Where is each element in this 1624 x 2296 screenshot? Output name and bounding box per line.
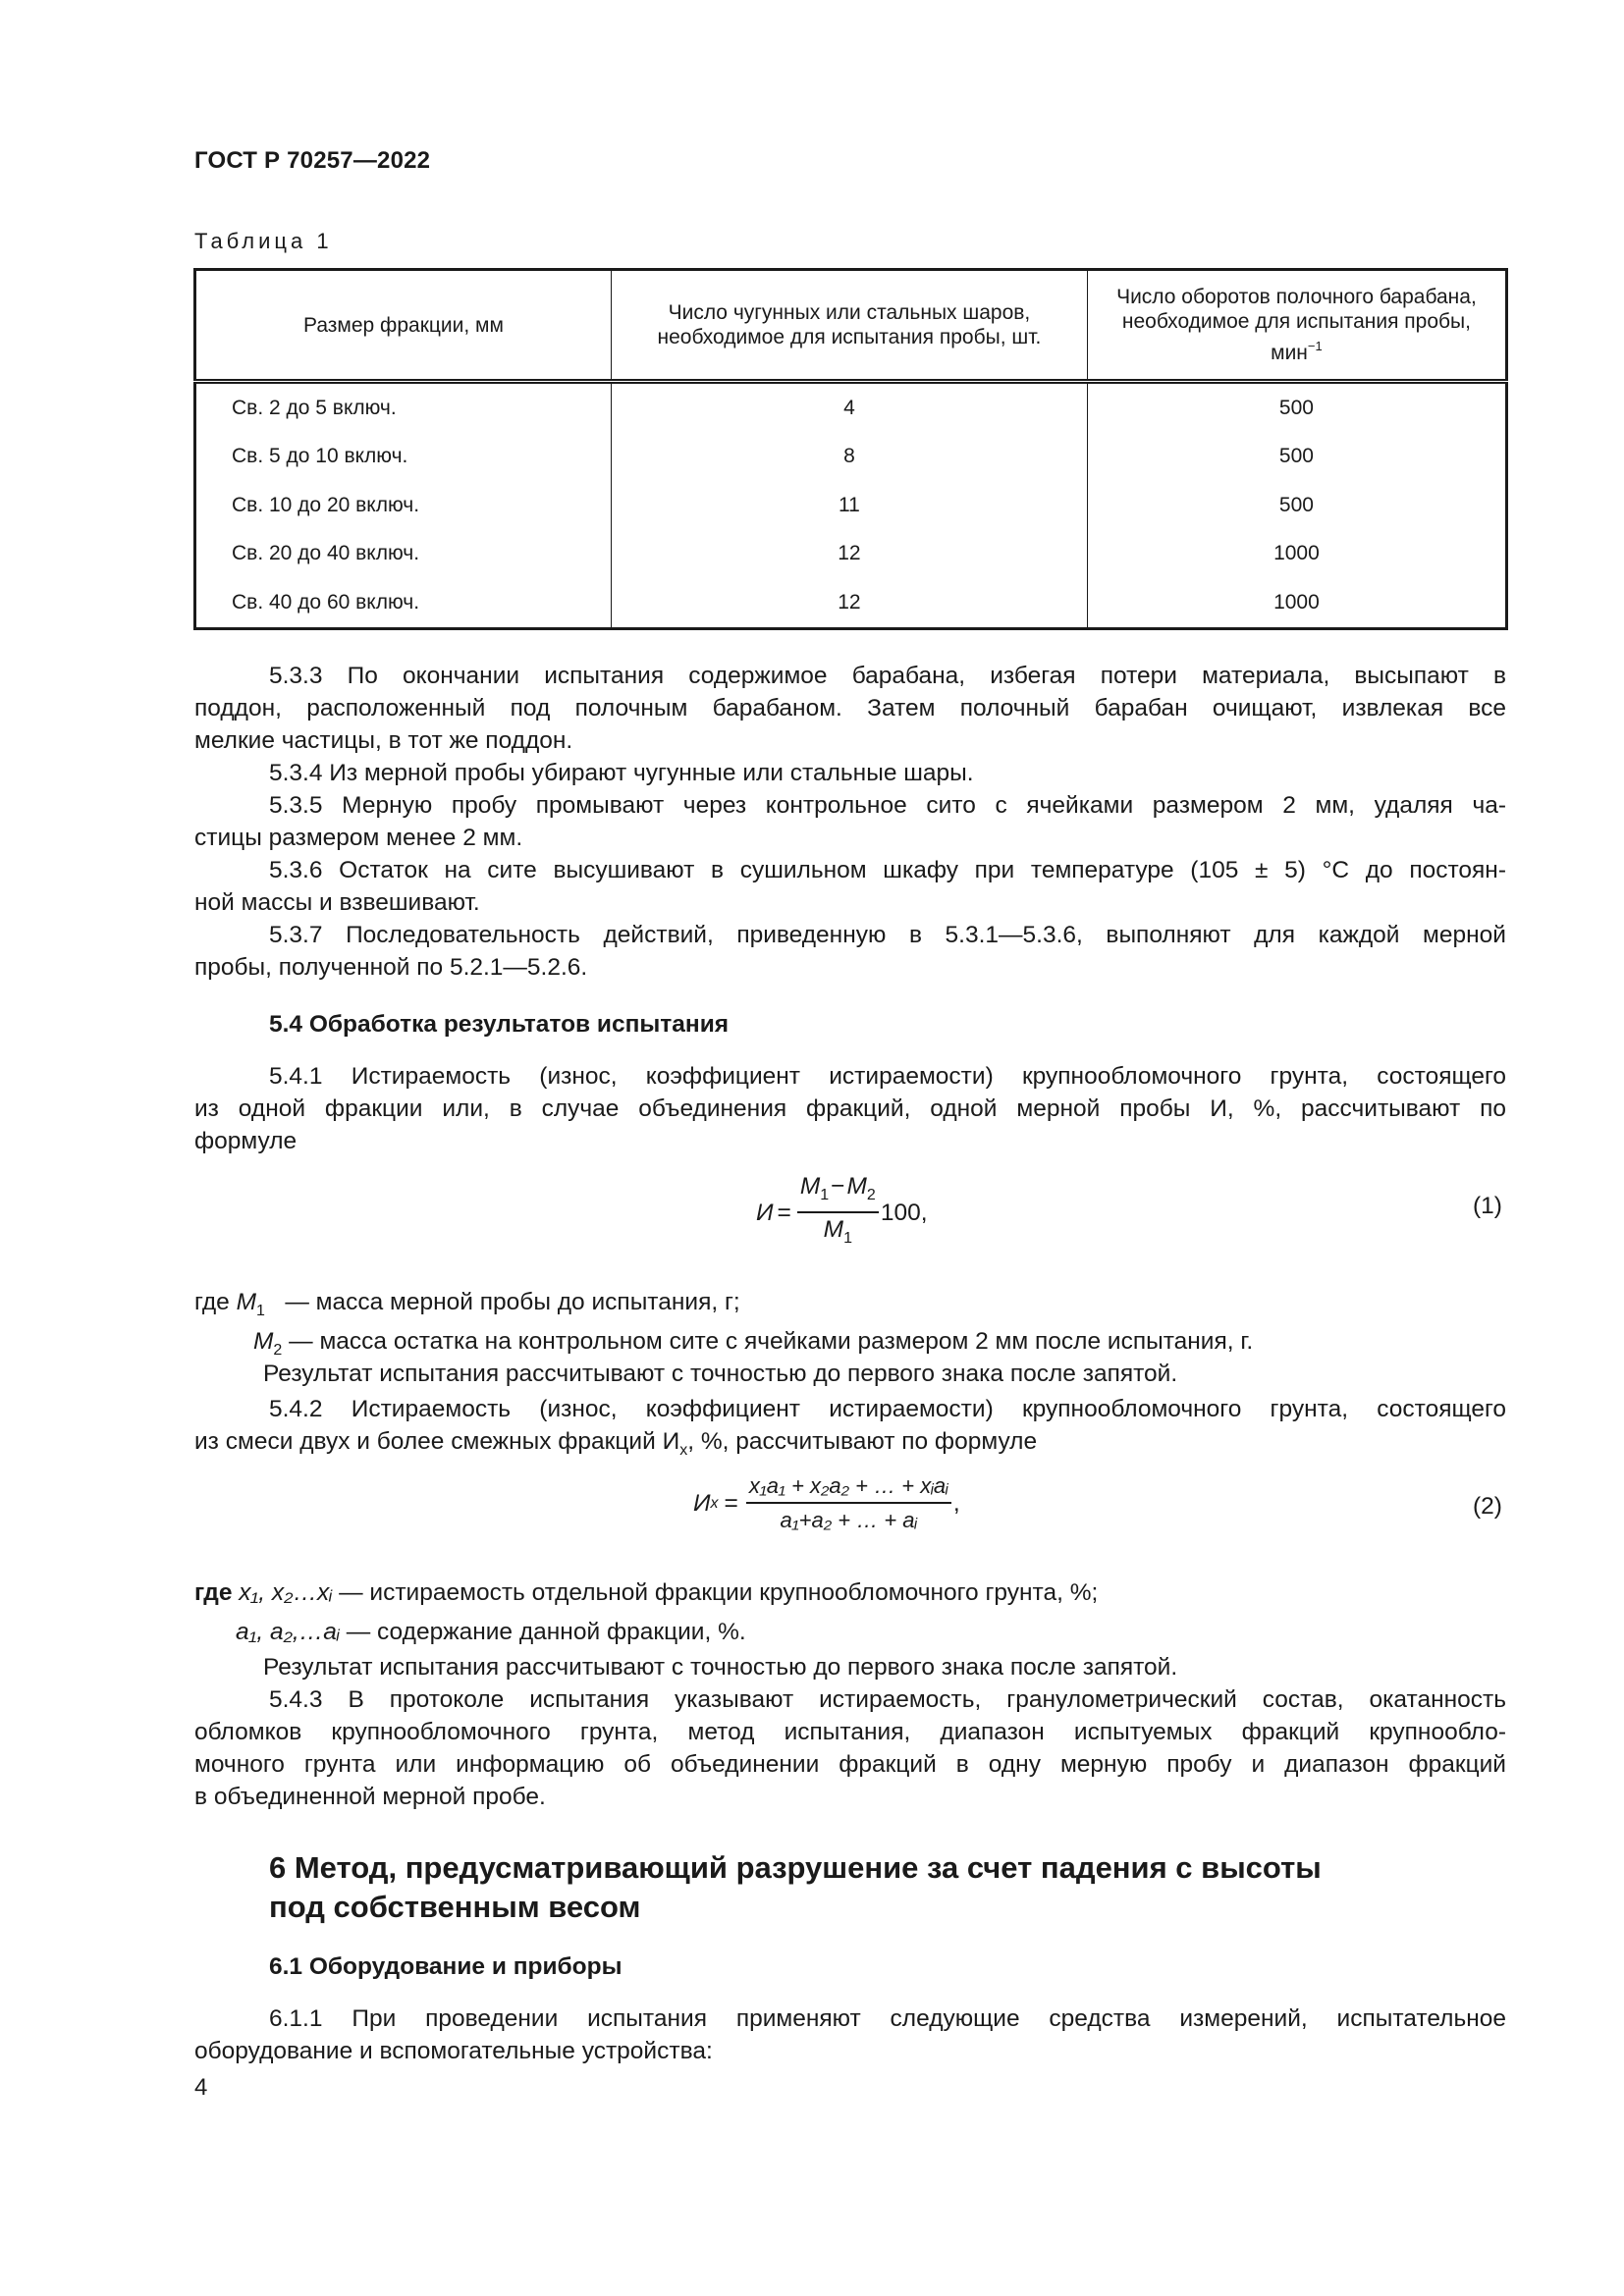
cell-fraction: Св. 2 до 5 включ. <box>195 382 612 433</box>
equation-number-1: (1) <box>1473 1193 1502 1219</box>
paragraph-5-4-1-line: формуле <box>194 1128 298 1154</box>
section-heading-6: 6 Метод, предусматривающий разрушение за счет падения с высоты под собственным весом <box>269 1850 1322 1924</box>
formula-2: И x = $\frac{\text{x₁a₁ + x₂a₂ + … + xᵢaᵢ}}{\text{a₁+a₂ + … + aᵢ}}$ , <box>693 1472 960 1535</box>
paragraph-5-4-3-line: 5.4.3 В протоколе испытания указывают истираемость, гранулометрический состав, окатанность <box>269 1686 1506 1713</box>
cell-balls: 12 <box>611 530 1087 579</box>
paragraph-5-3-5-line: стицы размером менее 2 мм. <box>194 825 523 851</box>
document-code: ГОСТ Р 70257—2022 <box>194 147 431 174</box>
paragraph-5-3-6-line: ной массы и взвешивают. <box>194 889 480 916</box>
column-header-ball-count: Число чугунных или стальных шаров, необходимое для испытания пробы, шт. <box>611 270 1087 382</box>
cell-rotations: 1000 <box>1273 542 1320 565</box>
formula-2-legend-x: где x₁, x₂…xᵢ — истираемость отдельной фракции крупнообломочного грунта, %; <box>194 1579 1099 1606</box>
formula-2-fraction: $\frac{\text{x₁a₁ + x₂a₂ + … + xᵢaᵢ}}{\text{a₁+a₂ + … + aᵢ}}$ <box>746 1472 951 1535</box>
paragraph-5-4-1-line: из одной фракции или, в случае объединения фракций, одной мерной пробы И, %, рассчитывают по <box>194 1095 1506 1122</box>
cell-rotations: 500 <box>1278 445 1314 468</box>
paragraph-5-3-3-line: мелкие частицы, в тот же поддон. <box>194 727 573 754</box>
cell-rotations: 1000 <box>1273 590 1320 614</box>
cell-balls: 11 <box>611 481 1087 530</box>
paragraph-5-4-3-line: в объединенной мерной пробе. <box>194 1784 546 1810</box>
column-header-rotations: Число оборотов полочного барабана, необходимое для испытания пробы, мин$^{-1}$ <box>1087 270 1506 382</box>
formula-1-fraction: $\frac{M_1-M_2}{M_1}$ <box>797 1173 879 1254</box>
paragraph-5-3-4: 5.3.4 Из мерной пробы убирают чугунные или стальные шары. <box>269 760 974 786</box>
section-heading-6-1: 6.1 Оборудование и приборы <box>269 1953 623 1980</box>
paragraph-5-4-3-line: мочного грунта или информацию об объединении фракций в одну мерную пробу и диапазон фракций <box>194 1751 1506 1778</box>
paragraph-5-4-2-line: 5.4.2 Истираемость (износ, коэффициент истираемости) крупнообломочного грунта, состоящего <box>269 1396 1506 1422</box>
paragraph-5-3-7-line: пробы, полученной по 5.2.1—5.2.6. <box>194 954 588 981</box>
cell-fraction: Св. 40 до 60 включ. <box>195 578 612 628</box>
cell-rotations: 500 <box>1278 396 1314 419</box>
paragraph-5-3-7-line: 5.3.7 Последовательность действий, приведенную в 5.3.1—5.3.6, выполняют для каждой мерной <box>269 922 1506 948</box>
table-title: Таблица 1 <box>194 229 333 253</box>
cell-fraction: Св. 20 до 40 включ. <box>195 530 612 579</box>
cell-fraction: Св. 10 до 20 включ. <box>195 481 612 530</box>
cell-balls: 12 <box>611 578 1087 628</box>
paragraph-5-3-6-line: 5.3.6 Остаток на сите высушивают в сушильном шкафу при температуре (105 ± 5) °С до постоян- <box>269 857 1506 883</box>
table-1 <box>193 268 1508 630</box>
formula-1-legend-m1: где $M_1$ — масса мерной пробы до испытания, г; <box>194 1289 740 1319</box>
paragraph-5-4-3-line: обломков крупнообломочного грунта, метод испытания, диапазон испытуемых фракций крупнообло- <box>194 1719 1506 1745</box>
formula-2-legend-a: a₁, a₂,…aᵢ — содержание данной фракции, %. <box>236 1619 746 1645</box>
cell-fraction: Св. 5 до 10 включ. <box>195 433 612 482</box>
precision-note-2: Результат испытания рассчитывают с точностью до первого знака после запятой. <box>263 1654 1178 1681</box>
paragraph-5-3-3-line: 5.3.3 По окончании испытания содержимое барабана, избегая потери материала, высыпают в <box>269 663 1506 689</box>
table-row <box>195 481 1507 530</box>
section-heading-5-4: 5.4 Обработка результатов испытания <box>269 1011 730 1038</box>
paragraph-5-3-3-line: поддон, расположенный под полочным барабаном. Затем полочный барабан очищают, извлекая все <box>194 695 1506 721</box>
cell-rotations: 500 <box>1278 493 1314 516</box>
cell-balls: 4 <box>611 382 1087 433</box>
column-header-fraction-size: Размер фракции, мм <box>195 270 612 382</box>
formula-1-legend-m2: $M_2$ — масса остатка на контрольном сите с ячейками размером 2 мм после испытания, г. <box>253 1328 1254 1359</box>
paragraph-5-3-5-line: 5.3.5 Мерную пробу промывают через контрольное сито с ячейками размером 2 мм, удаляя ча- <box>269 792 1506 819</box>
table-row <box>195 530 1507 579</box>
table-header-row <box>195 270 1507 382</box>
precision-note-1: Результат испытания рассчитывают с точностью до первого знака после запятой. <box>263 1361 1178 1387</box>
formula-1: И = $\frac{M_1-M_2}{M_1}$ 100, <box>756 1173 928 1254</box>
paragraph-6-1-1-line: оборудование и вспомогательные устройства: <box>194 2038 713 2064</box>
paragraph-6-1-1-line: 6.1.1 При проведении испытания применяют следующие средства измерений, испытательное <box>269 2005 1506 2032</box>
paragraph-5-4-2-line: из смеси двух и более смежных фракций $И_x$, %, рассчитывают по формуле <box>194 1428 1038 1459</box>
cell-balls: 8 <box>611 433 1087 482</box>
page-number: 4 <box>194 2074 208 2101</box>
table-row <box>195 433 1507 482</box>
paragraph-5-4-1-line: 5.4.1 Истираемость (износ, коэффициент истираемости) крупнообломочного грунта, состоящего <box>269 1063 1506 1090</box>
table-row <box>195 382 1507 433</box>
table-row <box>195 578 1507 628</box>
equation-number-2: (2) <box>1473 1493 1502 1520</box>
